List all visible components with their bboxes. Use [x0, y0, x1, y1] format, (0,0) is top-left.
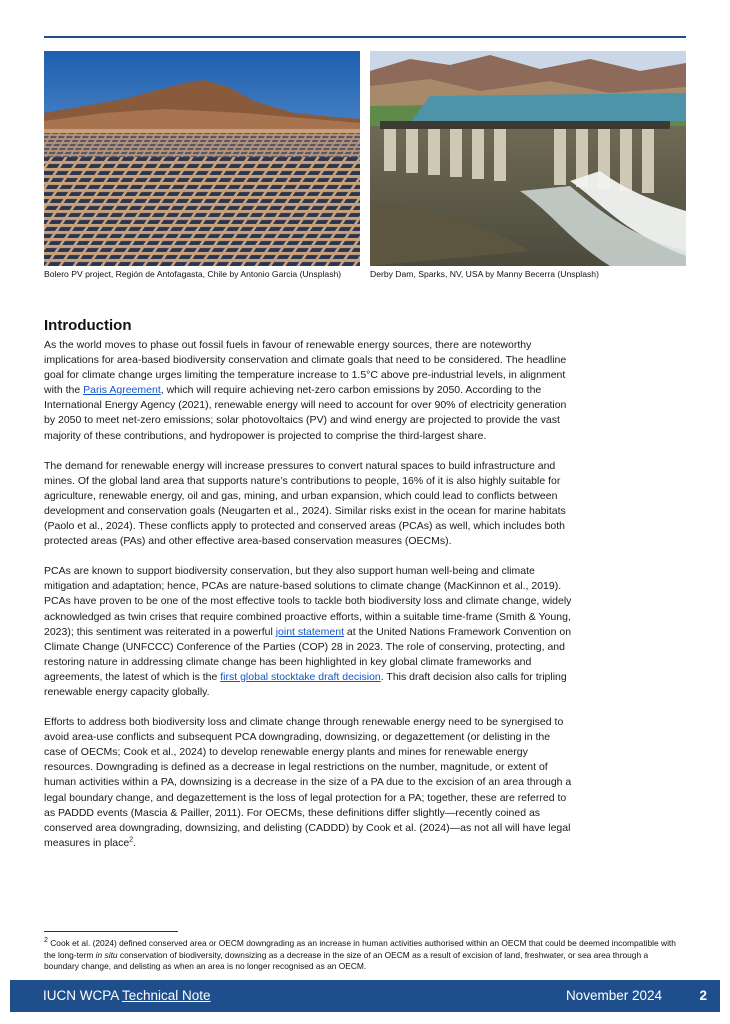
- page-footer: [10, 980, 720, 1012]
- paragraph-4-text-b: .: [133, 836, 137, 849]
- paragraph-4: [44, 715, 574, 851]
- section-heading: Introduction: [44, 317, 132, 334]
- footnote-text-b: conservation of biodiversity, downsizing as a decrease in the size of an OECM as a result of excision of land, freshwater, or sea area through a boundary change, and delisting as when an area is no longer recognised as an OECM.: [44, 949, 649, 972]
- photo-caption-right: Derby Dam, Sparks, NV, USA by Manny Becerra (Unsplash): [370, 269, 599, 279]
- paragraph-4-text-a: Efforts to address both biodiversity loss and climate change through renewable energy need to be synergised to avoid area-use conflicts and subsequent PCA downgrading, downsizing, or degazettement (or delisting in the case of OECMs; Cook et al., 2024) to develop renewable energy plants and mines for renewable energy resources. Downgrading is defined as a decrease in legal restrictions on the number, magnitude, or extent of human activities within a PA, downsizing is a decrease in the size of a PA due to the excision of an area through a legal boundary change, and degazettement is the loss of legal protection for a PA; together, these are referred to as PADDD events (Mascia & Pailler, 2011). For OECMs, these definitions differ slightly—recently coined as conserved area downgrading, downsizing, and delisting (CADDD) by Cook et al. (2024)—as not all will have legal measures in place: [44, 716, 572, 849]
- page-number: 2: [699, 988, 707, 1003]
- photo-caption-left: Bolero PV project, Región de Antofagasta, Chile by Antonio Garcia (Unsplash): [44, 269, 342, 279]
- footer-org: IUCN WCPA: [43, 988, 123, 1003]
- paragraph-2: The demand for renewable energy will increase pressures to convert natural spaces to build infrastructure and mines. Of the global land area that supports nature’s contributions to people, 16% of it is also highly suitable for agriculture, renewable energy, oil and gas, mining, and urban expansion, which could lead to conflicts between development and conservation goals (Neugarten et al., 2024). Similar risks exist in the ocean for marine habitats (Paolo et al., 2024). These conflicts apply to protected and conserved areas (PCAs) as well, which includes both protected areas (PAs) and other effective area-based conservation measures (OECMs).: [44, 459, 566, 548]
- dam-photo: [370, 51, 686, 266]
- paragraph-3-text-a: PCAs are known to support biodiversity conservation, but they also support human well-being and climate mitigation and adaptation; hence, PCAs are nature-based solutions to climate change (MacKinnon et al., 2019). PCAs have proven to be one of the most effective tools to tackle both biodiversity loss and climate change, widely acknowledged as twin crises that require combined proactive efforts, within a suitable time-frame (Smith & Young, 2023); this sentiment was reiterated in a powerful: [44, 565, 572, 638]
- body-text: [44, 338, 574, 866]
- global-stocktake-link[interactable]: first global stocktake draft decision: [220, 670, 381, 683]
- footnote-italic: in situ: [95, 949, 118, 960]
- paragraph-3-text-b: at the United Nations Framework Convention on Climate Change (UNFCCC) Conference of the Parties (COP) 28 in 2023. The role of conserving, protecting, and restoring nature in addressing climate change has been highlighted in key global climate frameworks and agreements, the latest of which is the: [44, 625, 572, 683]
- header-rule: [44, 36, 686, 38]
- footnote-number: 2: [44, 937, 48, 945]
- footer-date: November 2024: [565, 988, 662, 1003]
- footnote-text-a: Cook et al. (2024) defined conserved area or OECM downgrading as an increase in human activities authorised within an OECM that could be deemed incompatible with the long-term: [44, 938, 676, 960]
- paragraph-3-text-c: . This draft decision also calls for tripling renewable energy capacity globally.: [44, 670, 567, 698]
- footnote-ref[interactable]: 2: [129, 836, 134, 844]
- footer-series: [43, 988, 211, 1003]
- solar-farm-photo: [44, 51, 360, 266]
- paragraph-1: [44, 338, 574, 444]
- paragraph-3: [44, 564, 574, 700]
- footnote-rule: [44, 931, 178, 932]
- joint-statement-link[interactable]: joint statement: [275, 625, 344, 638]
- footer-series-link[interactable]: Technical Note: [122, 988, 211, 1003]
- footnote: [44, 938, 684, 973]
- paris-agreement-link[interactable]: Paris Agreement: [83, 384, 161, 397]
- paragraph-1-text-a: As the world moves to phase out fossil fuels in favour of renewable energy sources, there are noteworthy implications for area-based biodiversity conservation and climate goals that need to be considered. The headline goal for climate change urges limiting the temperature increase to 1.5°C above pre-industrial levels, in alignment with the: [44, 339, 567, 397]
- paragraph-1-text-b: , which will require achieving net-zero carbon emissions by 2050. According to the International Energy Agency (2021), renewable energy will need to account for over 90% of electricity generation by 2050 to meet net-zero emissions; solar photovoltaics (PV) and wind energy are projected to provide the vast majority of these contributions, and hydropower is projected to comprise the third-largest share.: [44, 384, 567, 442]
